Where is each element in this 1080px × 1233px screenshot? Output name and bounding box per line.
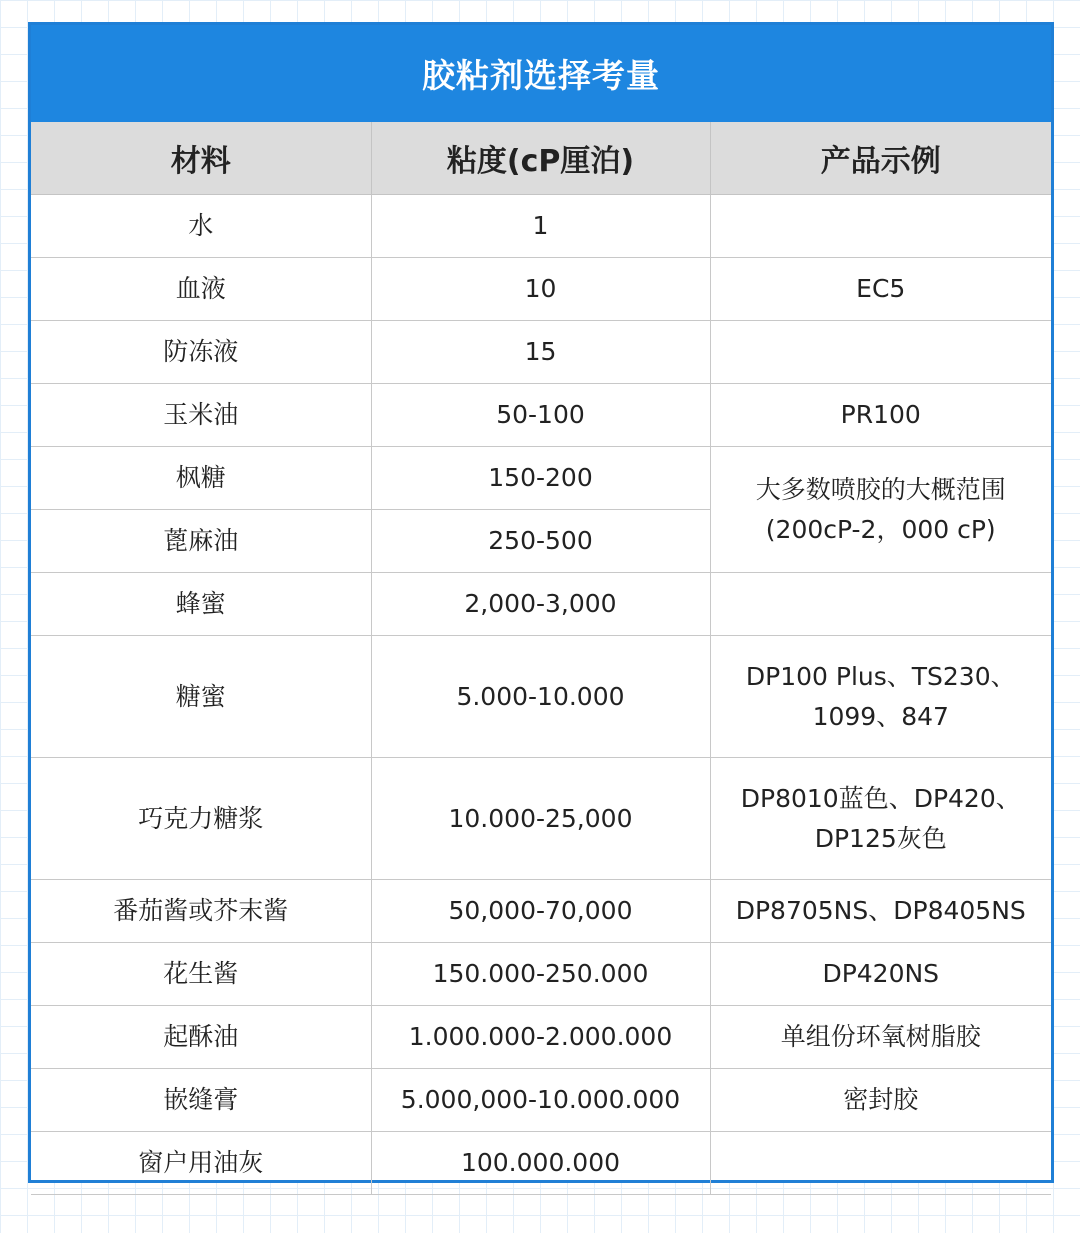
cell-viscosity: 100.000.000 (371, 1132, 710, 1195)
cell-viscosity: 1 (371, 195, 710, 258)
cell-material: 水 (31, 195, 371, 258)
cell-viscosity: 1.000.000-2.000.000 (371, 1006, 710, 1069)
cell-example (710, 321, 1051, 384)
adhesive-selection-card (28, 22, 1054, 1183)
cell-viscosity: 150.000-250.000 (371, 943, 710, 1006)
cell-example: DP420NS (710, 943, 1051, 1006)
cell-example: PR100 (710, 384, 1051, 447)
cell-material: 枫糖 (31, 447, 371, 510)
example-line: 大多数喷胶的大概范围 (755, 474, 1006, 504)
table-row (31, 880, 1051, 943)
cell-example: DP8705NS、DP8405NS (710, 880, 1051, 943)
cell-material: 蓖麻油 (31, 510, 371, 573)
table-row (31, 573, 1051, 636)
table-row (31, 758, 1051, 880)
table-row (31, 195, 1051, 258)
cell-viscosity: 50-100 (371, 384, 710, 447)
table-title: 胶粘剂选择考量 (31, 25, 1051, 122)
table-row (31, 1006, 1051, 1069)
header-example: 产品示例 (710, 122, 1051, 195)
example-line: DP8010蓝色、DP420、 (740, 783, 1021, 813)
table-row (31, 1069, 1051, 1132)
table-row (31, 943, 1051, 1006)
table-row (31, 447, 1051, 510)
cell-material: 玉米油 (31, 384, 371, 447)
cell-viscosity: 10.000-25,000 (371, 758, 710, 880)
example-line: DP125灰色 (814, 823, 947, 853)
cell-material: 番茄酱或芥末酱 (31, 880, 371, 943)
example-line: DP100 Plus、TS230、 (745, 661, 1016, 691)
table-row (31, 384, 1051, 447)
cell-material: 花生酱 (31, 943, 371, 1006)
cell-viscosity: 150-200 (371, 447, 710, 510)
example-line: 1099、847 (812, 701, 949, 731)
cell-viscosity: 2,000-3,000 (371, 573, 710, 636)
table-row (31, 258, 1051, 321)
cell-example: EC5 (710, 258, 1051, 321)
cell-example (710, 636, 1051, 758)
cell-example: 单组份环氧树脂胶 (710, 1006, 1051, 1069)
cell-material: 糖蜜 (31, 636, 371, 758)
cell-material: 嵌缝膏 (31, 1069, 371, 1132)
cell-example (710, 573, 1051, 636)
header-viscosity: 粘度(cP厘泊) (371, 122, 710, 195)
cell-viscosity: 5.000-10.000 (371, 636, 710, 758)
cell-viscosity: 15 (371, 321, 710, 384)
viscosity-table (31, 122, 1051, 1195)
cell-viscosity: 5.000,000-10.000.000 (371, 1069, 710, 1132)
table-row (31, 321, 1051, 384)
header-row (31, 122, 1051, 195)
cell-material: 血液 (31, 258, 371, 321)
cell-example (710, 758, 1051, 880)
cell-material: 窗户用油灰 (31, 1132, 371, 1195)
cell-example (710, 195, 1051, 258)
cell-viscosity: 10 (371, 258, 710, 321)
example-line: (200cP-2，000 cP) (765, 514, 996, 544)
cell-viscosity: 250-500 (371, 510, 710, 573)
header-material: 材料 (31, 122, 371, 195)
cell-material: 起酥油 (31, 1006, 371, 1069)
cell-example (710, 1132, 1051, 1195)
table-row (31, 1132, 1051, 1195)
cell-material: 蜂蜜 (31, 573, 371, 636)
cell-example: 密封胶 (710, 1069, 1051, 1132)
cell-example-merged (710, 447, 1051, 573)
table-row (31, 636, 1051, 758)
cell-viscosity: 50,000-70,000 (371, 880, 710, 943)
cell-material: 防冻液 (31, 321, 371, 384)
cell-material: 巧克力糖浆 (31, 758, 371, 880)
